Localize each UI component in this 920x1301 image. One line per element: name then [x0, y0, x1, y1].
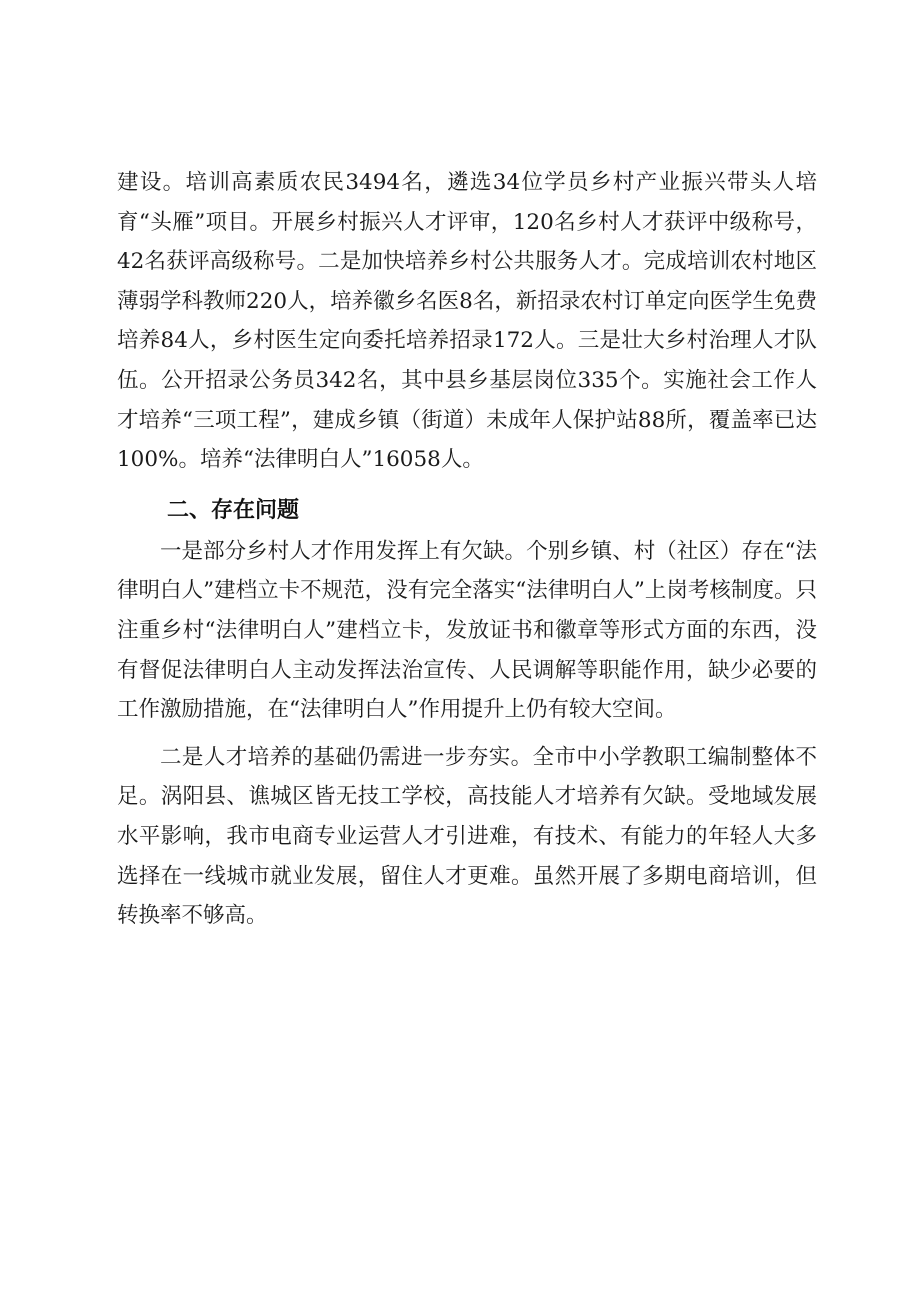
body-paragraph-problem-1: 一是部分乡村人才作用发挥上有欠缺。个别乡镇、村（社区）存在“法律明白人”建档立卡不规范，没有完全落实“法律明白人”上岗考核制度。只注重乡村“法律明白人”建档立卡，发放证书和徽章等形式方面的东西，没有督促法律明白人主动发挥法治宣传、人民调解等职能作用，缺少必要的工作激励措施，在“法律明白人”作用提升上仍有较大空间。 — [117, 538, 817, 723]
body-paragraph-continued: 建设。培训高素质农民3494名，遴选34位学员乡村产业振兴带头人培育“头雁”项目。开展乡村振兴人才评审，120名乡村人才获评中级称号，42名获评高级称号。二是加快培养乡村公共服务人才。完成培训农村地区薄弱学科教师220人，培养徽乡名医8名，新招录农村订单定向医学生免费培养84人，乡村医生定向委托培养招录172人。三是壮大乡村治理人才队伍。公开招录公务员342名，其中县乡基层岗位335个。实施社会工作人才培养“三项工程”，建成乡镇（街道）未成年人保护站88所，覆盖率已达100%。培养“法律明白人”16058人。 — [117, 170, 817, 473]
document-page — [117, 163, 817, 936]
body-paragraph-problem-2: 二是人才培养的基础仍需进一步夯实。全市中小学教职工编制整体不足。涡阳县、谯城区皆无技工学校，高技能人才培养有欠缺。受地域发展水平影响，我市电商专业运营人才引进难，有技术、有能力的年轻人大多选择在一线城市就业发展，留住人才更难。虽然开展了多期电商培训，但转换率不够高。 — [117, 744, 817, 929]
section-heading: 二、存在问题 — [167, 497, 300, 523]
